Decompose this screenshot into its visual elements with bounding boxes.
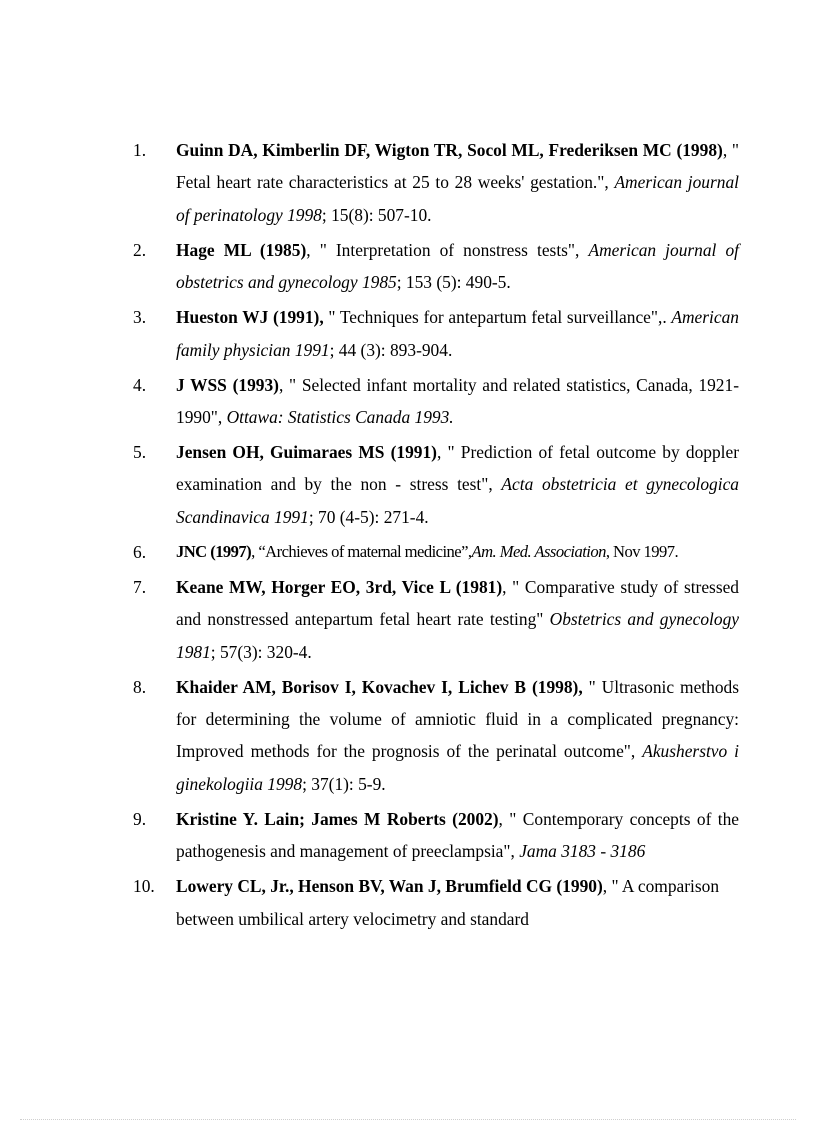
reference-title: " Ultrasonic methods for determining the volume of amniotic fluid in a complicated pregnancy: Improved methods for the prognosis of the perinatal outcome", bbox=[176, 676, 739, 762]
reference-title: , “Archieves of maternal medicine”, bbox=[251, 541, 472, 561]
reference-authors: Kristine Y. Lain; James M Roberts (2002) bbox=[176, 808, 499, 829]
reference-journal: Acta obstetricia et gynecologica Scandinavica 1991 bbox=[176, 474, 739, 527]
reference-number: 2. bbox=[133, 239, 147, 260]
reference-details: ; 153 (5): 490-5. bbox=[396, 272, 511, 293]
reference-item bbox=[133, 803, 739, 868]
reference-item bbox=[133, 536, 739, 568]
reference-number: 3. bbox=[133, 307, 147, 328]
reference-authors: Keane MW, Horger EO, 3rd, Vice L (1981) bbox=[176, 576, 503, 597]
reference-item bbox=[133, 134, 739, 231]
reference-title: , " Selected infant mortality and related statistics, Canada, 1921-1990", bbox=[176, 374, 739, 428]
reference-journal: Akusherstvo i ginekologiia 1998 bbox=[176, 741, 739, 794]
reference-number: 4. bbox=[133, 374, 147, 395]
reference-journal: Ottawa: Statistics Canada 1993. bbox=[226, 407, 454, 428]
reference-item bbox=[133, 301, 739, 366]
reference-item bbox=[133, 671, 739, 801]
reference-details: ; 57(3): 320-4. bbox=[210, 641, 312, 662]
page-bottom-divider bbox=[20, 1119, 796, 1120]
reference-authors: Hage ML (1985) bbox=[176, 239, 307, 260]
reference-details: ; 15(8): 507-10. bbox=[321, 204, 432, 225]
reference-journal: American journal of perinatology 1998 bbox=[176, 172, 739, 225]
reference-number: 8. bbox=[133, 676, 147, 697]
reference-authors: J WSS (1993) bbox=[176, 374, 279, 395]
reference-details: ; 44 (3): 893-904. bbox=[329, 339, 453, 360]
reference-number: 9. bbox=[133, 808, 147, 829]
reference-title: " Techniques for antepartum fetal surveillance",. bbox=[323, 307, 672, 328]
reference-authors: Khaider AM, Borisov I, Kovachev I, Lichev B (1998), bbox=[176, 676, 583, 697]
reference-item bbox=[133, 369, 739, 434]
reference-title: , " Fetal heart rate characteristics at 25 to 28 weeks' gestation.", bbox=[176, 140, 739, 193]
reference-journal: American journal of obstetrics and gynecology 1985 bbox=[176, 239, 740, 293]
reference-journal: Am. Med. Association bbox=[471, 541, 606, 561]
reference-details: , Nov 1997. bbox=[605, 541, 679, 561]
reference-number: 1. bbox=[133, 140, 147, 160]
reference-journal: Jama 3183 - 3186 bbox=[519, 841, 646, 862]
reference-title: , " Comparative study of stressed and nonstressed antepartum fetal heart rate testing" bbox=[176, 576, 740, 630]
reference-item bbox=[133, 870, 739, 935]
reference-journal: Obstetrics and gynecology 1981 bbox=[176, 609, 739, 662]
reference-details: ; 70 (4-5): 271-4. bbox=[308, 506, 429, 527]
reference-title: , " Contemporary concepts of the pathogenesis and management of preeclampsia", bbox=[176, 808, 739, 862]
reference-journal: American family physician 1991 bbox=[176, 307, 739, 360]
reference-authors: Guinn DA, Kimberlin DF, Wigton TR, Socol ML, Frederiksen MC (1998) bbox=[176, 140, 723, 160]
reference-number: 6. bbox=[133, 541, 147, 562]
reference-number: 5. bbox=[133, 442, 147, 463]
reference-authors: Hueston WJ (1991), bbox=[176, 307, 324, 328]
reference-item bbox=[133, 234, 739, 299]
reference-title: , " Interpretation of nonstress tests", bbox=[306, 239, 589, 260]
reference-title: , " A comparison between umbilical artery velocimetry and standard bbox=[176, 876, 720, 929]
reference-authors: Jensen OH, Guimaraes MS (1991) bbox=[176, 442, 437, 463]
reference-number: 7. bbox=[133, 576, 147, 597]
reference-title: , " Prediction of fetal outcome by doppler examination and by the non - stress test", bbox=[176, 442, 739, 495]
reference-item bbox=[133, 571, 739, 668]
reference-details: ; 37(1): 5-9. bbox=[302, 773, 386, 794]
reference-authors: Lowery CL, Jr., Henson BV, Wan J, Brumfield CG (1990) bbox=[176, 876, 603, 897]
reference-number: 10. bbox=[133, 876, 155, 897]
reference-item bbox=[133, 436, 739, 533]
reference-authors: JNC (1997) bbox=[176, 541, 252, 561]
reference-list bbox=[133, 134, 739, 938]
